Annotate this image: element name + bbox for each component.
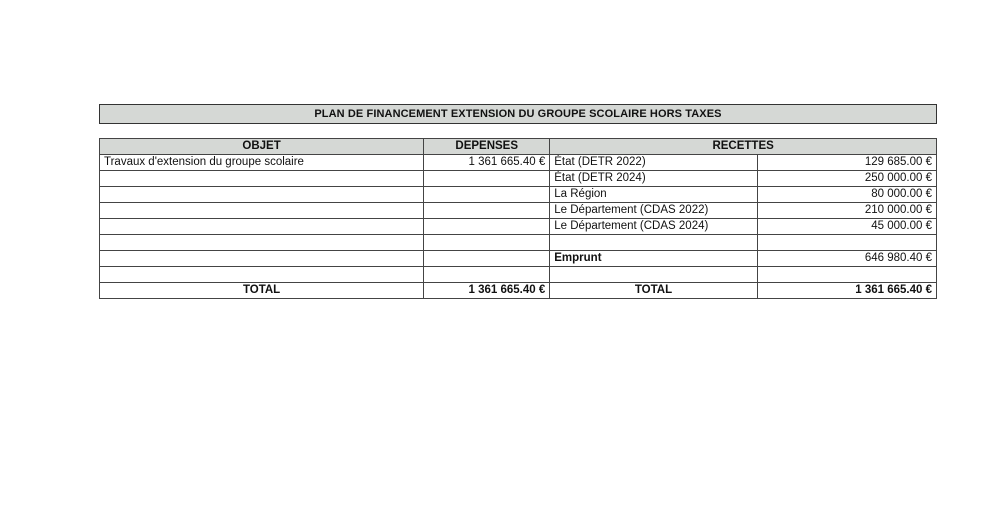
total-label-depenses: TOTAL	[100, 283, 424, 299]
cell-recette-amount: 80 000.00 €	[757, 187, 936, 203]
cell-recette-amount: 129 685.00 €	[757, 155, 936, 171]
header-objet: OBJET	[100, 139, 424, 155]
cell-depense	[424, 251, 550, 267]
cell-recette-label: État (DETR 2024)	[550, 171, 757, 187]
financing-table	[99, 138, 937, 299]
total-recettes: 1 361 665.40 €	[757, 283, 936, 299]
table-row	[100, 171, 937, 187]
cell-depense: 1 361 665.40 €	[424, 155, 550, 171]
cell-objet	[100, 235, 424, 251]
cell-depense	[424, 235, 550, 251]
cell-depense	[424, 203, 550, 219]
cell-depense	[424, 187, 550, 203]
cell-recette-label: La Région	[550, 187, 757, 203]
cell-recette-amount	[757, 235, 936, 251]
table-header-row	[100, 139, 937, 155]
plan-title: PLAN DE FINANCEMENT EXTENSION DU GROUPE SCOLAIRE HORS TAXES	[99, 104, 937, 124]
total-depenses: 1 361 665.40 €	[424, 283, 550, 299]
cell-objet	[100, 267, 424, 283]
cell-objet	[100, 171, 424, 187]
table-row	[100, 219, 937, 235]
table-row	[100, 235, 937, 251]
cell-depense	[424, 267, 550, 283]
cell-objet	[100, 251, 424, 267]
cell-recette-label	[550, 267, 757, 283]
cell-depense	[424, 171, 550, 187]
cell-recette-amount	[757, 267, 936, 283]
cell-recette-amount: 45 000.00 €	[757, 219, 936, 235]
cell-depense	[424, 219, 550, 235]
header-depenses: DEPENSES	[424, 139, 550, 155]
cell-recette-label: État (DETR 2022)	[550, 155, 757, 171]
cell-recette-label: Le Département (CDAS 2024)	[550, 219, 757, 235]
cell-recette-label	[550, 235, 757, 251]
total-row	[100, 283, 937, 299]
header-recettes: RECETTES	[550, 139, 937, 155]
cell-recette-amount: 646 980.40 €	[757, 251, 936, 267]
table-row	[100, 203, 937, 219]
cell-recette-amount: 250 000.00 €	[757, 171, 936, 187]
total-label-recettes: TOTAL	[550, 283, 757, 299]
cell-objet	[100, 203, 424, 219]
table-row	[100, 155, 937, 171]
cell-recette-label: Le Département (CDAS 2022)	[550, 203, 757, 219]
cell-recette-amount: 210 000.00 €	[757, 203, 936, 219]
table-row	[100, 251, 937, 267]
cell-objet: Travaux d'extension du groupe scolaire	[100, 155, 424, 171]
table-row	[100, 267, 937, 283]
table-row	[100, 187, 937, 203]
cell-recette-label: Emprunt	[550, 251, 757, 267]
cell-objet	[100, 187, 424, 203]
cell-objet	[100, 219, 424, 235]
